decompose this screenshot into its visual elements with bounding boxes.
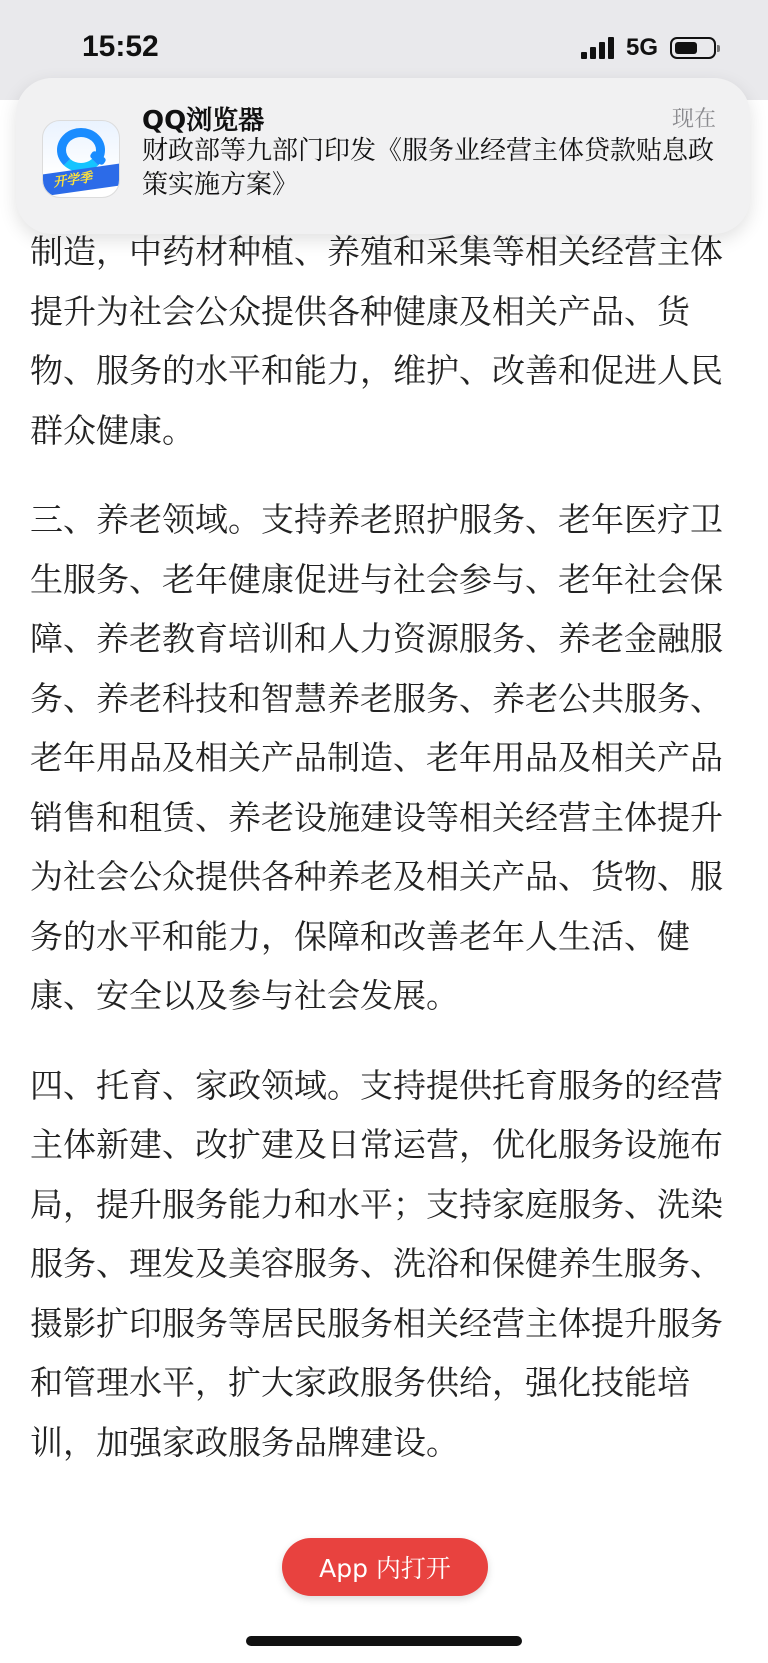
status-time: 15:52 bbox=[82, 30, 159, 63]
open-in-app-button[interactable]: App 内打开 bbox=[282, 1538, 488, 1596]
article-paragraph: 制造，中药材种植、养殖和采集等相关经营主体提升为社会公众提供各种健康及相关产品、货物、服务的水平和能力，维护、改善和促进人民群众健康。 bbox=[30, 232, 723, 450]
notification-app-name: QQ浏览器 bbox=[142, 106, 265, 136]
home-indicator[interactable] bbox=[246, 1636, 522, 1646]
article-body bbox=[30, 222, 740, 1502]
network-type: 5G bbox=[625, 34, 658, 61]
qq-browser-app-icon bbox=[42, 120, 120, 198]
icon-badge-text: 开学季 bbox=[52, 170, 94, 191]
battery-icon bbox=[670, 37, 716, 59]
notification-message: 财政部等九部门印发《服务业经营主体贷款贴息政策实施方案》 bbox=[142, 136, 715, 200]
notification-time: 现在 bbox=[671, 107, 716, 132]
signal-icon bbox=[581, 37, 614, 59]
battery-fill bbox=[675, 42, 697, 54]
article-paragraph: 三、养老领域。支持养老照护服务、老年医疗卫生服务、老年健康促进与社会参与、老年社会保障、养老教育培训和人力资源服务、养老金融服务、养老科技和智慧养老服务、养老公共服务、老年用品及相关产品制造、老年用品及相关产品销售和租赁、养老设施建设等相关经营主体提升为社会公众提供各种养老及相关产品、货物、服务的水平和能力，保障和改善老年人生活、健康、安全以及参与社会发展。 bbox=[30, 500, 723, 1015]
status-indicators bbox=[581, 34, 716, 62]
article-paragraph: 四、托育、家政领域。支持提供托育服务的经营主体新建、改扩建及日常运营，优化服务设施布局，提升服务能力和水平；支持家庭服务、洗染服务、理发及美容服务、洗浴和保健养生服务、摄影扩印服务等居民服务相关经营主体提升服务和管理水平，扩大家政服务供给，强化技能培训，加强家政服务品牌建设。 bbox=[30, 1065, 723, 1462]
notification-banner[interactable] bbox=[16, 78, 750, 234]
